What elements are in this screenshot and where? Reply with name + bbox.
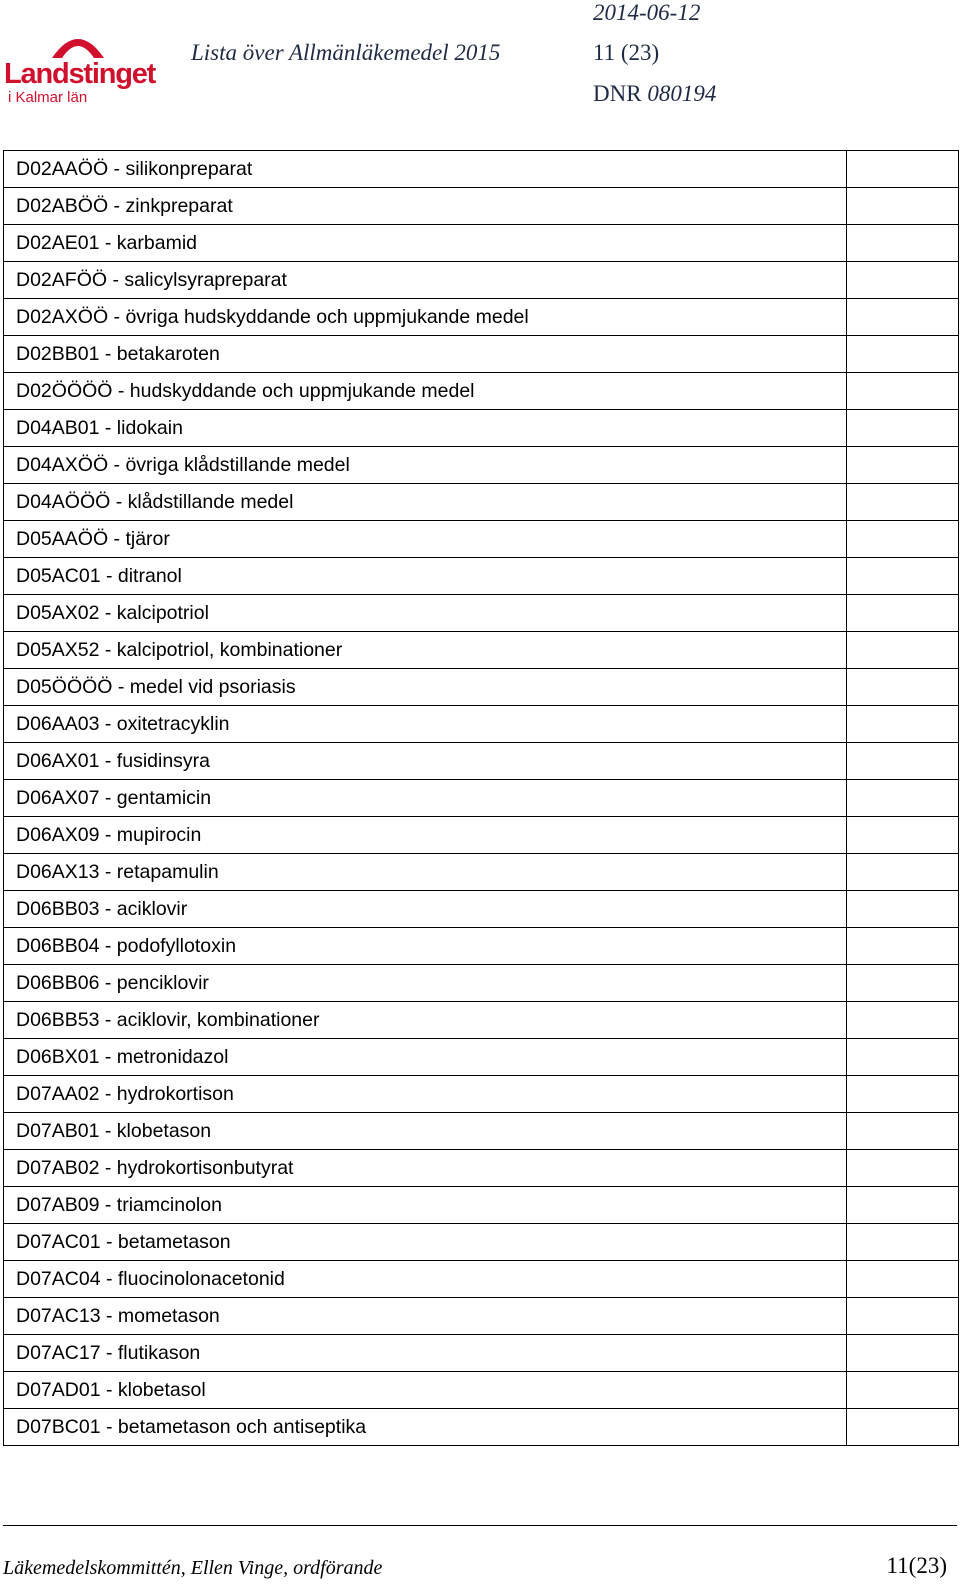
- drug-name-cell: D07AC01 - betametason: [4, 1224, 847, 1261]
- drug-list-body: [4, 151, 959, 1446]
- empty-cell: [847, 373, 959, 410]
- empty-cell: [847, 151, 959, 188]
- table-row: [4, 262, 959, 299]
- drug-name-cell: D02ÖÖÖÖ - hudskyddande och uppmjukande medel: [4, 373, 847, 410]
- table-row: [4, 558, 959, 595]
- drug-name-cell: D07AD01 - klobetasol: [4, 1372, 847, 1409]
- empty-cell: [847, 595, 959, 632]
- table-row: [4, 188, 959, 225]
- table-row: [4, 1113, 959, 1150]
- empty-cell: [847, 669, 959, 706]
- drug-name-cell: D04AXÖÖ - övriga klådstillande medel: [4, 447, 847, 484]
- empty-cell: [847, 262, 959, 299]
- drug-name-cell: D06AX13 - retapamulin: [4, 854, 847, 891]
- table-row: [4, 854, 959, 891]
- table-row: [4, 484, 959, 521]
- drug-name-cell: D06AA03 - oxitetracyklin: [4, 706, 847, 743]
- drug-name-cell: D02AAÖÖ - silikonpreparat: [4, 151, 847, 188]
- drug-name-cell: D02AFÖÖ - salicylsyrapreparat: [4, 262, 847, 299]
- empty-cell: [847, 336, 959, 373]
- table-row: [4, 632, 959, 669]
- empty-cell: [847, 188, 959, 225]
- empty-cell: [847, 1261, 959, 1298]
- drug-name-cell: D06BB03 - aciklovir: [4, 891, 847, 928]
- table-row: [4, 706, 959, 743]
- drug-name-cell: D04AÖÖÖ - klådstillande medel: [4, 484, 847, 521]
- drug-name-cell: D02ABÖÖ - zinkpreparat: [4, 188, 847, 225]
- drug-name-cell: D07AC17 - flutikason: [4, 1335, 847, 1372]
- logo-wordmark: Landstinget: [4, 58, 156, 90]
- empty-cell: [847, 1113, 959, 1150]
- drug-name-cell: D07AB09 - triamcinolon: [4, 1187, 847, 1224]
- table-row: [4, 1335, 959, 1372]
- empty-cell: [847, 410, 959, 447]
- drug-name-cell: D02AXÖÖ - övriga hudskyddande och uppmjukande medel: [4, 299, 847, 336]
- table-row: [4, 521, 959, 558]
- drug-name-cell: D04AB01 - lidokain: [4, 410, 847, 447]
- empty-cell: [847, 928, 959, 965]
- table-row: [4, 1187, 959, 1224]
- table-row: [4, 1224, 959, 1261]
- table-row: [4, 817, 959, 854]
- drug-name-cell: D07AB01 - klobetason: [4, 1113, 847, 1150]
- table-row: [4, 151, 959, 188]
- table-row: [4, 928, 959, 965]
- table-row: [4, 1261, 959, 1298]
- empty-cell: [847, 1409, 959, 1446]
- drug-name-cell: D07AC13 - mometason: [4, 1298, 847, 1335]
- document-title: Lista över Allmänläkemedel 2015: [191, 40, 501, 65]
- drug-name-cell: D05AC01 - ditranol: [4, 558, 847, 595]
- landstinget-logo: [4, 24, 154, 108]
- dnr-number: 080194: [647, 81, 717, 106]
- drug-name-cell: D06AX07 - gentamicin: [4, 780, 847, 817]
- page-number: 11 (23): [593, 40, 660, 65]
- drug-name-cell: D06AX09 - mupirocin: [4, 817, 847, 854]
- table-row: [4, 1409, 959, 1446]
- drug-name-cell: D06AX01 - fusidinsyra: [4, 743, 847, 780]
- drug-name-cell: D06BB53 - aciklovir, kombinationer: [4, 1002, 847, 1039]
- table-row: [4, 1150, 959, 1187]
- empty-cell: [847, 1002, 959, 1039]
- dnr-label: DNR: [593, 81, 642, 106]
- drug-name-cell: D07AB02 - hydrokortisonbutyrat: [4, 1150, 847, 1187]
- table-row: [4, 1076, 959, 1113]
- table-row: [4, 1002, 959, 1039]
- footer-divider: [3, 1525, 957, 1526]
- table-row: [4, 891, 959, 928]
- table-row: [4, 410, 959, 447]
- empty-cell: [847, 891, 959, 928]
- empty-cell: [847, 521, 959, 558]
- document-date: 2014-06-12: [593, 0, 701, 25]
- table-row: [4, 1298, 959, 1335]
- dnr-reference: [593, 81, 716, 107]
- table-row: [4, 373, 959, 410]
- table-row: [4, 225, 959, 262]
- empty-cell: [847, 447, 959, 484]
- drug-name-cell: D06BX01 - metronidazol: [4, 1039, 847, 1076]
- empty-cell: [847, 1335, 959, 1372]
- table-row: [4, 743, 959, 780]
- empty-cell: [847, 1150, 959, 1187]
- table-row: [4, 447, 959, 484]
- drug-list-table: [3, 150, 959, 1446]
- drug-name-cell: D06BB04 - podofyllotoxin: [4, 928, 847, 965]
- footer-page-number: 11(23): [886, 1553, 947, 1578]
- drug-name-cell: D05AX02 - kalcipotriol: [4, 595, 847, 632]
- empty-cell: [847, 706, 959, 743]
- empty-cell: [847, 1039, 959, 1076]
- logo-crown-icon: [48, 24, 108, 60]
- drug-name-cell: D06BB06 - penciklovir: [4, 965, 847, 1002]
- drug-name-cell: D07AC04 - fluocinolonacetonid: [4, 1261, 847, 1298]
- empty-cell: [847, 225, 959, 262]
- drug-name-cell: D07AA02 - hydrokortison: [4, 1076, 847, 1113]
- drug-name-cell: D07BC01 - betametason och antiseptika: [4, 1409, 847, 1446]
- empty-cell: [847, 632, 959, 669]
- empty-cell: [847, 558, 959, 595]
- table-row: [4, 1372, 959, 1409]
- empty-cell: [847, 484, 959, 521]
- empty-cell: [847, 817, 959, 854]
- empty-cell: [847, 1224, 959, 1261]
- logo-subtitle: i Kalmar län: [8, 89, 88, 106]
- table-row: [4, 780, 959, 817]
- table-row: [4, 965, 959, 1002]
- empty-cell: [847, 1187, 959, 1224]
- drug-name-cell: D05ÖÖÖÖ - medel vid psoriasis: [4, 669, 847, 706]
- table-row: [4, 1039, 959, 1076]
- drug-name-cell: D02AE01 - karbamid: [4, 225, 847, 262]
- empty-cell: [847, 1372, 959, 1409]
- drug-name-cell: D02BB01 - betakaroten: [4, 336, 847, 373]
- table-row: [4, 299, 959, 336]
- empty-cell: [847, 1298, 959, 1335]
- table-row: [4, 336, 959, 373]
- empty-cell: [847, 854, 959, 891]
- empty-cell: [847, 965, 959, 1002]
- empty-cell: [847, 780, 959, 817]
- empty-cell: [847, 1076, 959, 1113]
- footer-committee: Läkemedelskommittén, Ellen Vinge, ordförande: [3, 1557, 383, 1579]
- table-row: [4, 669, 959, 706]
- table-row: [4, 595, 959, 632]
- drug-name-cell: D05AX52 - kalcipotriol, kombinationer: [4, 632, 847, 669]
- empty-cell: [847, 299, 959, 336]
- drug-name-cell: D05AAÖÖ - tjäror: [4, 521, 847, 558]
- empty-cell: [847, 743, 959, 780]
